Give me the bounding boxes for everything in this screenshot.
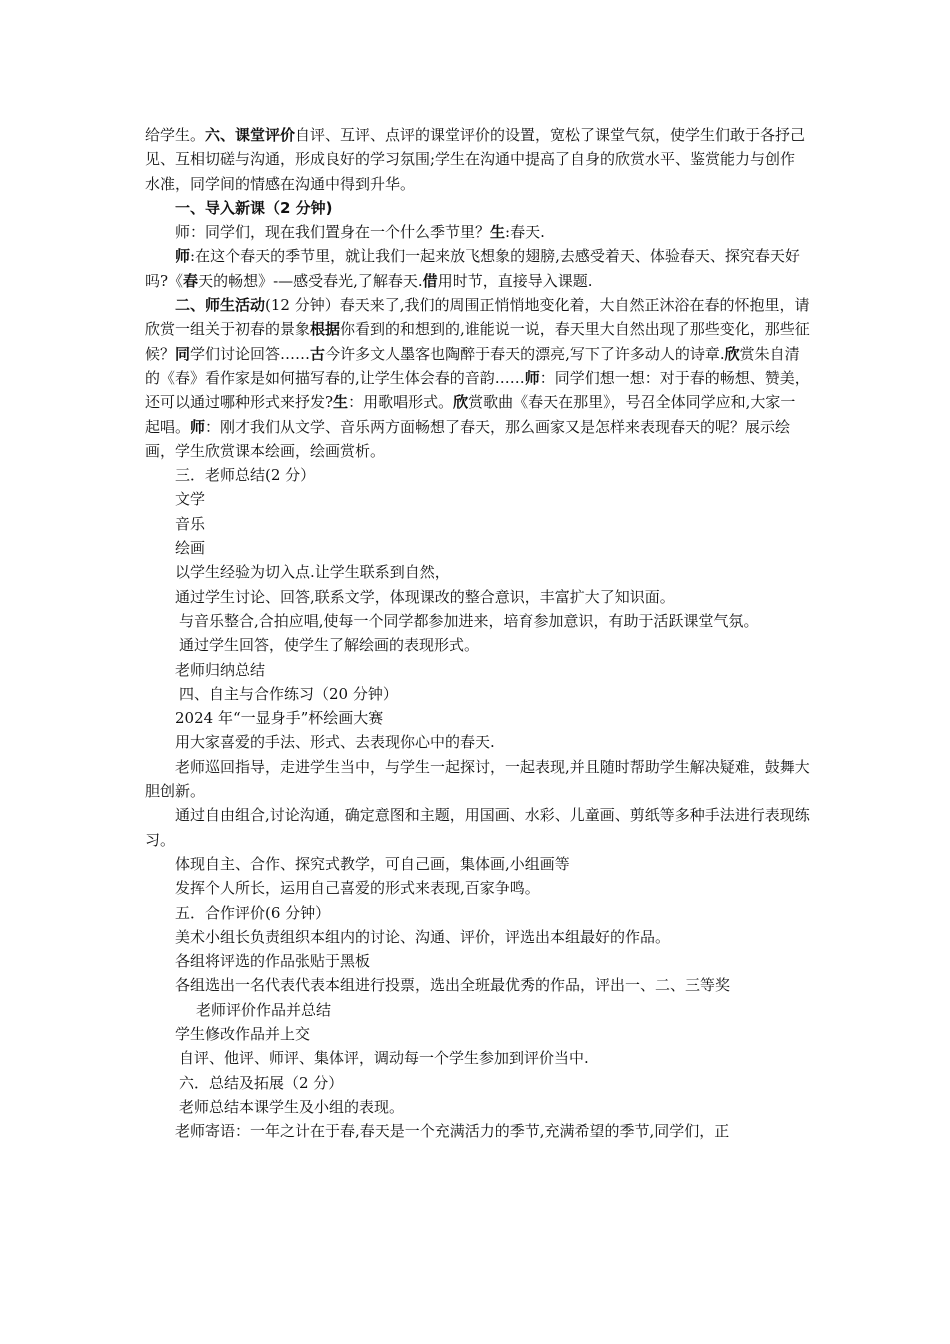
text-run: 发挥个人所长，运用自己喜爱的形式来表现,百家争鸣。 [175,879,540,898]
text-run: (12 分钟）春天来了,我们的周围正悄悄地变化着，大自然正沐浴在春的怀抱里，请欣赏一组关于初春的景象 [145,296,810,339]
bold-text: 借 [422,271,438,290]
text-run: 学生修改作品并上交 [175,1024,311,1043]
text-run: 各组选出一名代表代表本组进行投票，选出全班最优秀的作品，评出一、二、三等奖 [175,976,731,995]
paragraph [145,293,810,463]
text-run: ：用歌唱形式。 [348,393,454,412]
paragraph [145,876,810,900]
paragraph [145,658,810,682]
bold-text: 一、导入新课（2 分钟) [175,198,333,217]
text-run: 文学 [175,490,206,509]
text-run: 老师归纳总结 [175,660,266,679]
paragraph [145,1022,810,1046]
paragraph [145,755,810,804]
paragraph [145,706,810,730]
paragraph [145,1071,810,1095]
text-run: 通过学生回答，使学生了解绘画的表现形式。 [179,636,480,655]
paragraph [145,487,810,511]
paragraph [145,949,810,973]
text-run: 老师评价作品并总结 [196,1000,332,1019]
text-run: 美术小组长负责组织本组内的讨论、沟通、评价，评选出本组最好的作品。 [175,927,671,946]
text-run: 音乐 [175,514,206,533]
bold-text: 古 [310,344,326,363]
text-run: 用大家喜爱的手法、形式、去表现你心中的春天. [175,733,495,752]
paragraph [145,973,810,997]
bold-text: 根据 [310,320,341,339]
text-run: 三．老师总结(2 分） [175,466,316,485]
text-run: 通过学生讨论、回答,联系文学，体现课改的整合意识，丰富扩大了知识面。 [175,587,675,606]
bold-text: 生 [333,393,349,412]
paragraph [145,682,810,706]
text-run: 自评、他评、师评、集体评，调动每一个学生参加到评价当中. [179,1049,589,1068]
bold-text: 二、师生活动 [175,296,266,315]
paragraph [145,998,810,1022]
paragraph [145,123,810,196]
paragraph [145,1119,810,1143]
text-run: 绘画 [175,539,206,558]
bold-text: 生 [490,223,506,242]
bold-text: 春 [183,271,199,290]
paragraph [145,730,810,754]
text-run: 天的畅想》-—感受春光,了解春天. [198,271,423,290]
paragraph [145,220,810,244]
text-run: 用时节，直接导入课题. [437,271,593,290]
text-run: 师：同学们，现在我们置身在一个什么季节里？ [175,223,491,242]
text-run: ：刚才我们从文学、音乐两方面畅想了春天，那么画家又是怎样来表现春天的呢？展示绘画，学生欣赏课本绘画，绘画赏析。 [145,417,791,460]
text-run: 各组将评选的作品张贴于黑板 [175,952,371,971]
bold-text: 师 [190,417,206,436]
paragraph [145,196,810,220]
paragraph [145,463,810,487]
text-run: 赏朱自清的《春》看作家是如何描写春的,让学生体会春的音韵…… [145,344,800,387]
paragraph [145,901,810,925]
paragraph [145,244,810,293]
text-run: 今许多文人墨客也陶醉于春天的漂亮,写下了许多动人的诗章. [325,344,725,363]
text-run: 体现自主、合作、探究式教学，可自己画，集体画,小组画等 [175,854,570,873]
bold-text: 欣 [724,344,740,363]
document-body [145,123,810,1143]
bold-text: 六、课堂评价 [205,126,296,144]
text-run: 老师总结本课学生及小组的表现。 [179,1097,405,1116]
paragraph [145,1095,810,1119]
text-run: 自评、互评、点评的课堂评价的设置，宽松了课堂气氛，使学生们敢于各抒己见、互相切磋与沟通，形成良好的学习氛围;学生在沟通中提高了自身的欣赏水平、鉴赏能力与创作水准，同学间的情感在沟通中得到升华。 [145,126,806,193]
paragraph [145,633,810,657]
paragraph [145,512,810,536]
text-run: 2024 年“一显身手”杯绘画大赛 [175,709,384,728]
text-run: 与音乐整合,合拍应唱,使每一个同学都参加进来，培育参加意识，有助于活跃课堂气氛。 [179,611,759,630]
text-run: 以学生经验为切入点.让学生联系到自然， [175,563,450,582]
text-run: 老师寄语：一年之计在于春,春天是一个充满活力的季节,充满希望的季节,同学们，正 [175,1122,730,1141]
text-run: 你看到的和想到的,谁能说一说，春天里大自然出现了那些变化，那些征候？ [145,320,810,363]
paragraph [145,803,810,852]
text-run: 六．总结及拓展（2 分） [179,1073,344,1092]
paragraph [145,925,810,949]
paragraph [145,852,810,876]
bold-text: 同 [175,344,191,363]
text-run: :在这个春天的季节里，就让我们一起来放飞想象的翅膀,去感受着天、体验春天、探究春天好吗?《 [145,247,800,290]
paragraph [145,585,810,609]
bold-text: 欣 [453,393,469,412]
text-run: 四、自主与合作练习（20 分钟） [179,684,398,703]
text-run: 给学生。 [145,126,206,144]
text-run: 老师巡回指导，走进学生当中，与学生一起探讨，一起表现,并且随时帮助学生解决疑难，鼓舞大胆创新。 [145,757,810,801]
paragraph [145,1046,810,1070]
text-run: ：同学们想一想：对于春的畅想、赞美，还可以通过哪种形式来抒发? [145,368,810,412]
text-run: 五．合作评价(6 分钟） [175,903,331,922]
text-run: 通过自由组合,讨论沟通，确定意图和主题，用国画、水彩、儿童画、剪纸等多种手法进行表现练习。 [145,806,810,849]
text-run: :春天. [505,223,545,242]
bold-text: 师 [524,368,540,387]
text-run: 学们讨论回答…… [190,344,311,363]
paragraph [145,609,810,633]
paragraph [145,536,810,560]
paragraph [145,560,810,584]
text-run: 赏歌曲《春天在那里》，号召全体同学应和,大家一起唱。 [145,393,796,436]
bold-text: 师 [175,247,191,266]
